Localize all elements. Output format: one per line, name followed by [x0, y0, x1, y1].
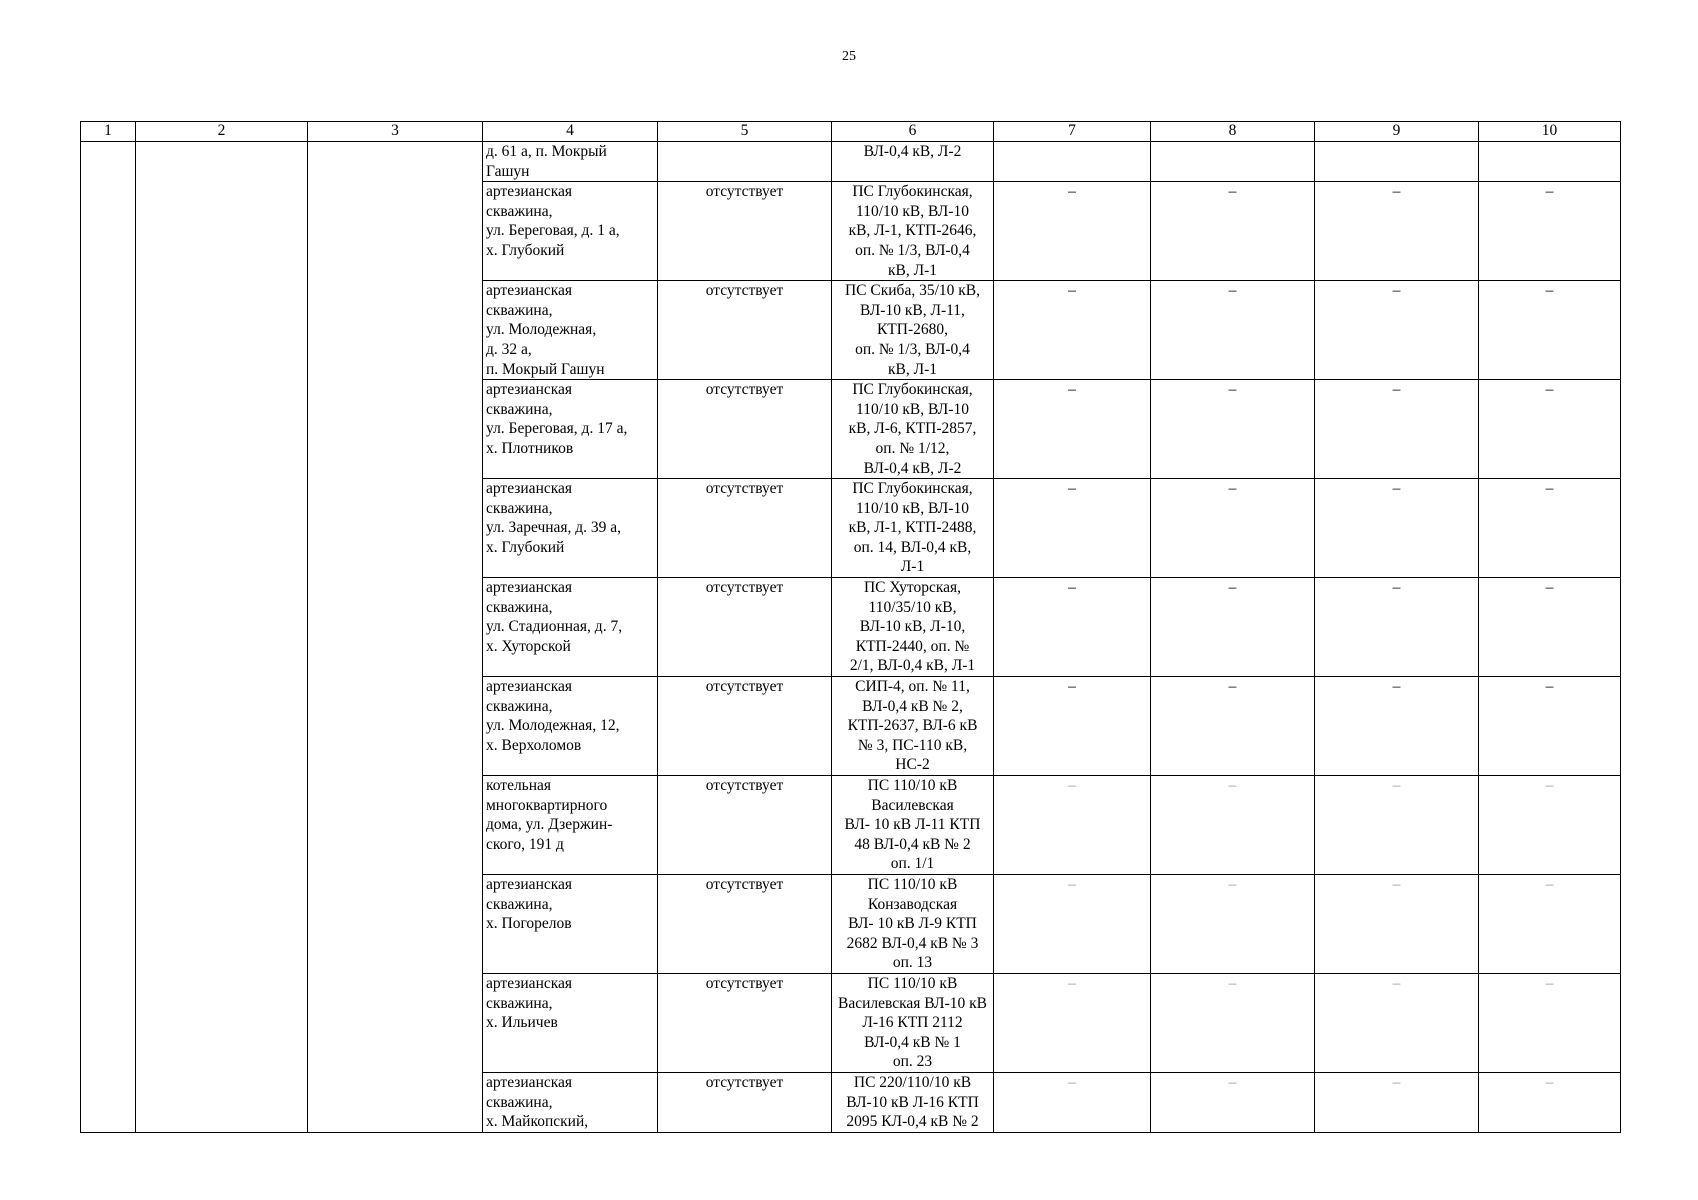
power-source-text: Л-1: [900, 558, 925, 576]
cell-power-source: [832, 578, 994, 677]
location-line: скважина,: [486, 598, 553, 616]
cell-column-7: –: [994, 380, 1151, 479]
cell-power-source: [832, 380, 994, 479]
location-line: скважина,: [486, 994, 553, 1012]
cell-power-source: [832, 1072, 994, 1132]
location-line: х. Ильичев: [486, 1014, 558, 1032]
power-source-text: ВЛ-10 кВ, Л-11,: [860, 301, 965, 319]
location-line: ул. Стадионная, д. 7,: [486, 618, 623, 636]
data-table: [80, 121, 1621, 1133]
power-source-text: КТП-2680,: [876, 321, 949, 339]
location-line: х. Плотников: [486, 439, 574, 457]
power-source-text: оп. 14, ВЛ-0,4 кВ,: [853, 538, 972, 556]
cell-column-8: –: [1151, 479, 1315, 578]
power-source-line: [835, 1013, 990, 1033]
power-source-line: [835, 953, 990, 973]
power-source-line: [835, 895, 990, 915]
cell-column-10: –: [1479, 776, 1621, 875]
cell-column-9: [1315, 142, 1479, 182]
cell-power-source: [832, 281, 994, 380]
cell-status: отсутствует: [658, 776, 832, 875]
power-source-line: [835, 142, 990, 162]
cell-column-8: –: [1151, 281, 1315, 380]
power-source-text: Конзаводская: [867, 895, 958, 913]
cell-column-8: –: [1151, 874, 1315, 973]
power-source-line: [835, 518, 990, 538]
power-source-text: ВЛ-0,4 кВ, Л-2: [863, 143, 962, 160]
power-source-line: [835, 1112, 990, 1132]
power-source-text: 110/10 кВ, ВЛ-10: [856, 499, 969, 517]
power-source-text: 110/10 кВ, ВЛ-10: [856, 202, 969, 220]
power-source-text: оп. № 1/3, ВЛ-0,4: [855, 241, 970, 259]
power-source-text: ПС 110/10 кВ: [867, 875, 958, 893]
power-source-text: 2/1, ВЛ-0,4 кВ, Л-1: [849, 657, 976, 675]
location-line: артезианская: [486, 579, 573, 597]
location-line: артезианская: [486, 480, 573, 498]
cell-location: [483, 578, 658, 677]
cell-column-8: –: [1151, 182, 1315, 281]
power-source-text: кВ, Л-1, КТП-2646,: [848, 222, 977, 240]
cell-location: [483, 281, 658, 380]
cell-column-9: –: [1315, 973, 1479, 1072]
power-source-text: ВЛ- 10 кВ Л-11 КТП: [844, 816, 981, 834]
power-source-line: [835, 776, 990, 796]
cell-status: отсутствует: [658, 1072, 832, 1132]
location-line: х. Погорелов: [486, 915, 572, 933]
power-source-text: ПС Глубокинская,: [852, 381, 973, 399]
cell-power-source: [832, 874, 994, 973]
location-line: ул. Береговая, д. 1 а,: [486, 222, 620, 240]
location-line: Гашун: [486, 162, 530, 180]
power-source-line: [835, 1073, 990, 1093]
cell-status: отсутствует: [658, 677, 832, 776]
cell-column-7: –: [994, 973, 1151, 1072]
page-number: 25: [842, 49, 856, 64]
power-source-line: [835, 301, 990, 321]
power-source-line: [835, 875, 990, 895]
power-source-text: оп. № 1/12,: [875, 439, 950, 457]
cell-status: отсутствует: [658, 479, 832, 578]
location-line: дома, ул. Дзержин-: [486, 816, 613, 834]
power-source-line: [835, 320, 990, 340]
power-source-line: [835, 854, 990, 874]
power-source-text: Василевская ВЛ-10 кВ: [838, 994, 987, 1012]
power-source-text: ПС Скиба, 35/10 кВ,: [844, 282, 980, 300]
cell-location: [483, 182, 658, 281]
cell-status: [658, 142, 832, 182]
power-source-text: КТП-2440, оп. №: [855, 637, 970, 655]
cell-power-source: [832, 677, 994, 776]
cell-column-8: –: [1151, 973, 1315, 1072]
location-line: х. Верхоломов: [486, 736, 582, 754]
power-source-line: [835, 419, 990, 439]
power-source-line: [835, 221, 990, 241]
power-source-line: [835, 637, 990, 657]
location-line: ул. Молодежная, 12,: [486, 717, 620, 735]
cell-column-9: –: [1315, 281, 1479, 380]
merged-cell-2: [136, 142, 308, 1133]
column-header-2: 2: [136, 122, 308, 142]
cell-location: [483, 142, 658, 182]
power-source-line: [835, 598, 990, 618]
location-line: п. Мокрый Гашун: [486, 360, 605, 378]
power-source-line: [835, 340, 990, 360]
power-source-text: кВ, Л-1: [887, 360, 938, 378]
location-line: скважина,: [486, 301, 553, 319]
location-line: скважина,: [486, 895, 553, 913]
power-source-line: [835, 202, 990, 222]
column-header-1: 1: [81, 122, 136, 142]
cell-column-9: –: [1315, 182, 1479, 281]
cell-column-10: [1479, 142, 1621, 182]
power-source-text: СИП-4, оп. № 11,: [855, 678, 970, 696]
cell-location: [483, 1072, 658, 1132]
column-header-10: 10: [1479, 122, 1621, 142]
power-source-line: [835, 261, 990, 281]
cell-column-9: –: [1315, 479, 1479, 578]
cell-status: отсутствует: [658, 281, 832, 380]
power-source-line: [835, 994, 990, 1014]
power-source-line: [835, 1033, 990, 1053]
power-source-line: [835, 656, 990, 676]
power-source-text: НС-2: [895, 756, 930, 774]
column-header-9: 9: [1315, 122, 1479, 142]
power-source-line: [835, 677, 990, 697]
power-source-text: ВЛ- 10 кВ Л-9 КТП: [848, 915, 977, 933]
power-source-text: ВЛ-0,4 кВ № 2,: [862, 697, 963, 715]
cell-column-8: –: [1151, 776, 1315, 875]
location-line: х. Майкопский,: [486, 1113, 589, 1131]
cell-power-source: [832, 973, 994, 1072]
cell-status: отсутствует: [658, 578, 832, 677]
cell-column-7: [994, 142, 1151, 182]
power-source-text: оп. № 1/3, ВЛ-0,4: [855, 340, 970, 358]
power-source-line: [835, 538, 990, 558]
location-line: артезианская: [486, 183, 573, 201]
location-line: ского, 191 д: [486, 835, 564, 853]
power-source-text: ВЛ-0,4 кВ № 1: [864, 1033, 961, 1051]
column-header-3: 3: [308, 122, 483, 142]
cell-column-9: –: [1315, 677, 1479, 776]
power-source-line: [835, 1093, 990, 1113]
cell-location: [483, 380, 658, 479]
power-source-line: [835, 914, 990, 934]
cell-column-9: –: [1315, 380, 1479, 479]
location-line: д. 61 а, п. Мокрый: [486, 143, 607, 160]
cell-column-10: –: [1479, 578, 1621, 677]
cell-column-7: –: [994, 281, 1151, 380]
power-source-line: [835, 617, 990, 637]
cell-location: [483, 874, 658, 973]
cell-status: отсутствует: [658, 874, 832, 973]
power-source-line: [835, 835, 990, 855]
power-source-text: оп. 13: [892, 954, 933, 972]
power-source-line: [835, 499, 990, 519]
cell-status: отсутствует: [658, 380, 832, 479]
cell-column-9: –: [1315, 776, 1479, 875]
power-source-line: [835, 459, 990, 479]
power-source-text: Л-16 КТП 2112: [862, 1014, 963, 1032]
power-source-text: оп. 1/1: [890, 855, 935, 873]
cell-column-10: –: [1479, 1072, 1621, 1132]
location-line: артезианская: [486, 282, 573, 300]
power-source-line: [835, 796, 990, 816]
column-header-6: 6: [832, 122, 994, 142]
location-line: многоквартирного: [486, 796, 608, 814]
power-source-text: кВ, Л-6, КТП-2857,: [848, 420, 977, 438]
cell-column-10: –: [1479, 281, 1621, 380]
cell-column-8: –: [1151, 578, 1315, 677]
power-source-text: ВЛ-10 кВ Л-16 КТП: [846, 1093, 979, 1111]
power-source-text: Василевская: [871, 796, 954, 814]
power-source-line: [835, 934, 990, 954]
cell-column-7: –: [994, 578, 1151, 677]
power-source-text: 2095 КЛ-0,4 кВ № 2: [846, 1113, 979, 1131]
power-source-line: [835, 182, 990, 202]
power-source-text: кВ, Л-1, КТП-2488,: [848, 519, 977, 537]
power-source-text: ПС 110/10 кВ: [867, 974, 958, 992]
merged-cell-1: [81, 142, 136, 1133]
power-source-line: [835, 380, 990, 400]
power-source-line: [835, 755, 990, 775]
cell-location: [483, 677, 658, 776]
power-source-line: [835, 697, 990, 717]
power-source-line: [835, 716, 990, 736]
column-header-4: 4: [483, 122, 658, 142]
power-source-line: [835, 974, 990, 994]
cell-power-source: [832, 776, 994, 875]
power-source-text: ВЛ-10 кВ, Л-10,: [859, 618, 966, 636]
cell-column-8: [1151, 142, 1315, 182]
power-source-line: [835, 736, 990, 756]
cell-column-8: –: [1151, 380, 1315, 479]
power-source-line: [835, 400, 990, 420]
location-line: скважина,: [486, 202, 553, 220]
power-source-text: оп. 23: [892, 1053, 933, 1071]
cell-column-7: –: [994, 1072, 1151, 1132]
power-source-text: кВ, Л-1: [887, 261, 938, 279]
location-line: котельная: [486, 777, 552, 794]
power-source-line: [835, 557, 990, 577]
power-source-text: ПС Хуторская,: [863, 579, 962, 597]
cell-column-10: –: [1479, 182, 1621, 281]
power-source-text: ПС Глубокинская,: [852, 480, 973, 498]
location-line: артезианская: [486, 381, 573, 399]
table-header-row: [81, 122, 1621, 142]
cell-column-8: –: [1151, 677, 1315, 776]
location-line: ул. Береговая, д. 17 а,: [486, 420, 628, 438]
power-source-line: [835, 815, 990, 835]
cell-column-7: –: [994, 479, 1151, 578]
power-source-text: ПС 220/110/10 кВ: [853, 1073, 972, 1091]
power-source-line: [835, 578, 990, 598]
power-source-text: 2682 ВЛ-0,4 кВ № 3: [846, 934, 979, 952]
power-source-line: [835, 241, 990, 261]
power-source-text: ПС 110/10 кВ: [867, 777, 958, 794]
location-line: артезианская: [486, 875, 573, 893]
location-line: д. 32 а,: [486, 340, 532, 358]
location-line: ул. Заречная, д. 39 а,: [486, 519, 622, 537]
cell-column-7: –: [994, 776, 1151, 875]
location-line: скважина,: [486, 1093, 553, 1111]
power-source-text: 110/35/10 кВ,: [868, 598, 957, 616]
cell-status: отсутствует: [658, 182, 832, 281]
power-source-line: [835, 281, 990, 301]
cell-column-10: –: [1479, 380, 1621, 479]
location-line: х. Хуторской: [486, 637, 571, 655]
cell-column-7: –: [994, 182, 1151, 281]
location-line: скважина,: [486, 697, 553, 715]
cell-column-9: –: [1315, 874, 1479, 973]
cell-column-9: –: [1315, 578, 1479, 677]
column-header-5: 5: [658, 122, 832, 142]
location-line: ул. Молодежная,: [486, 321, 597, 339]
cell-location: [483, 973, 658, 1072]
power-source-text: 110/10 кВ, ВЛ-10: [856, 400, 969, 418]
location-line: х. Глубокий: [486, 538, 565, 556]
cell-column-7: –: [994, 874, 1151, 973]
cell-column-8: –: [1151, 1072, 1315, 1132]
cell-column-7: –: [994, 677, 1151, 776]
location-line: скважина,: [486, 400, 553, 418]
table-row: [81, 142, 1621, 182]
location-line: артезианская: [486, 678, 573, 696]
location-line: скважина,: [486, 499, 553, 517]
location-line: х. Глубокий: [486, 241, 565, 259]
power-source-text: ВЛ-0,4 кВ, Л-2: [863, 459, 962, 477]
cell-power-source: [832, 142, 994, 182]
cell-column-10: –: [1479, 874, 1621, 973]
cell-column-9: –: [1315, 1072, 1479, 1132]
power-source-text: № 3, ПС-110 кВ,: [857, 736, 968, 754]
power-source-line: [835, 360, 990, 380]
location-line: артезианская: [486, 1073, 573, 1091]
merged-cell-3: [308, 142, 483, 1133]
power-source-line: [835, 1052, 990, 1072]
column-header-8: 8: [1151, 122, 1315, 142]
power-source-text: 48 ВЛ-0,4 кВ № 2: [854, 835, 971, 853]
cell-column-10: –: [1479, 973, 1621, 1072]
cell-location: [483, 776, 658, 875]
cell-power-source: [832, 479, 994, 578]
column-header-7: 7: [994, 122, 1151, 142]
cell-power-source: [832, 182, 994, 281]
cell-column-10: –: [1479, 677, 1621, 776]
location-line: артезианская: [486, 974, 573, 992]
power-source-text: КТП-2637, ВЛ-6 кВ: [847, 717, 978, 735]
power-source-line: [835, 439, 990, 459]
cell-status: отсутствует: [658, 973, 832, 1072]
power-source-line: [835, 479, 990, 499]
cell-location: [483, 479, 658, 578]
power-source-text: ПС Глубокинская,: [852, 183, 973, 201]
cell-column-10: –: [1479, 479, 1621, 578]
